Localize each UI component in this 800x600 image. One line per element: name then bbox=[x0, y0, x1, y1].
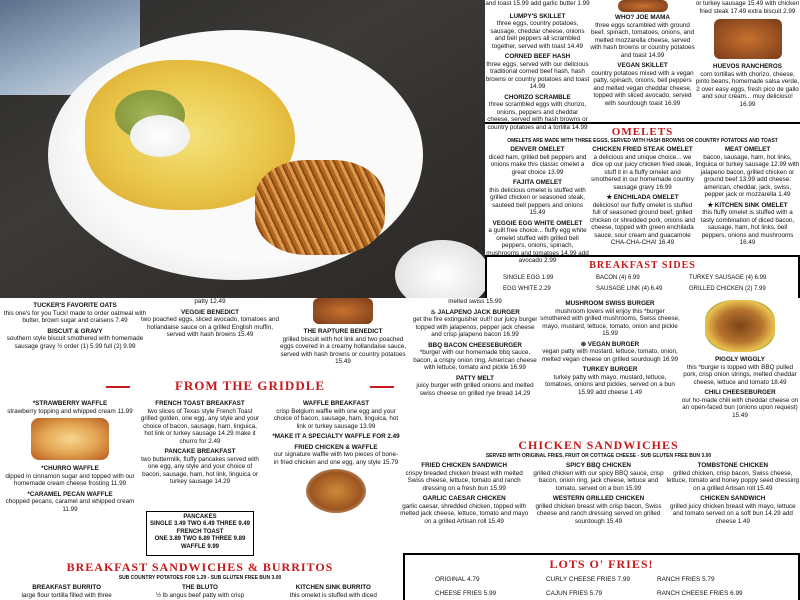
burgers-column-3 bbox=[680, 298, 800, 422]
menu-item: CHICKEN FRIED STEAK OMELET a delicious and unique choice... we dice up our juicy chicken fried steak, stuff it in a fluffy omelet and smothered in our homemade country sausage gravy 16.99 bbox=[591, 146, 694, 191]
fries-item: CAJUN FRIES 5.79 bbox=[546, 590, 603, 597]
burger-image bbox=[705, 300, 775, 352]
menu-item: MUSHROOM SWISS BURGER mushroom lovers will enjoy this *burger smothered with grilled mushrooms, Swiss cheese, mayo, mustard, lettuce, tomato, onion and pickle 15.99 bbox=[540, 300, 680, 337]
oats-column bbox=[0, 302, 150, 353]
food-photo bbox=[0, 0, 485, 300]
benedict-image bbox=[313, 298, 373, 324]
menu-item: WESTERN GRILLED CHICKEN grilled chicken breast with crisp bacon, Swiss cheese and ranch dressing served on grilled sourdough 15.49 bbox=[535, 495, 662, 525]
fries-item: RANCH CHEESE FRIES 6.99 bbox=[657, 590, 743, 597]
section-subtitle: SUB COUNTRY POTATOES FOR 1.29 - SUB GLUTEN FREE BUN 3.00 bbox=[118, 575, 282, 581]
skillets-column-1 bbox=[485, 0, 590, 134]
griddle-title: FROM THE GRIDDLE bbox=[120, 378, 380, 394]
sides-row bbox=[487, 273, 798, 284]
menu-item: PIGGLY WIGGLY this *burger is topped with BBQ pulled pork, crisp onion strings, melted cheddar cheese, lettuce and tomato 18.49 bbox=[683, 356, 797, 386]
menu-item: VEGGIE EGG WHITE OMELET a guilt free choice... fluffy egg white omelet stuffed with grilled bell peppers, onions, spinach, mushrooms and tomatoes 14.99 add avocado 2.99 bbox=[486, 219, 589, 264]
menu-item: VEGGIE BENEDICT two poached eggs, sliced avocado, tomatoes and hollandaise sauce on a grilled English muffin, served with hash browns 15.49 bbox=[141, 308, 279, 338]
menu-item: TURKEY BURGER turkey patty with mayo, mustard, lettuce, tomatoes, onions and pickles, served on a bun 15.99 add cheese 1.49 bbox=[545, 366, 675, 396]
pancakes-title: PANCAKES bbox=[183, 514, 217, 520]
menu-item: FRIED CHICKEN & WAFFLE our signature waffle with two pieces of bone-in fried chicken and one egg, any style 15.79 bbox=[273, 443, 399, 466]
fries-item: CHEESE FRIES 5.99 bbox=[435, 590, 497, 597]
menu-item: TOMBSTONE CHICKEN grilled chicken, crisp bacon, Swiss cheese, lettuce, tomato and honey poppy seed dressing on a grilled Artisan roll 15.49 bbox=[666, 462, 799, 492]
side-item: SINGLE EGG 1.99 bbox=[503, 275, 554, 281]
lunch-griddle-menu bbox=[0, 298, 800, 600]
menu-item: FRIED CHICKEN SANDWICH crispy breaded chicken breast with melted Swiss cheese, lettuce, tomato and ranch dressing on a fresh bun 15.99 bbox=[405, 462, 523, 492]
omelets-column-3 bbox=[695, 146, 800, 250]
menu-item: CHILI CHEESEBURGER our ho-made chili with cheddar cheese on an open-faced bun (onions upon request) 15.49 bbox=[681, 389, 799, 419]
menu-item: CORNED BEEF HASH three eggs, served with our delicious traditional corned beef hash, hash browns or country potatoes and toast 14.99 bbox=[485, 53, 590, 90]
skillets-column-2 bbox=[590, 0, 695, 110]
pancakes-line: SINGLE 3.49 TWO 6.49 THREE 9.49 bbox=[149, 521, 251, 528]
side-item: GRILLED CHICKEN (2) 7.99 bbox=[689, 286, 766, 292]
omelets-column-1 bbox=[485, 146, 590, 268]
menu-item: CHORIZO SCRAMBLE three scrambled eggs with chorizo, onions, peppers and cheddar cheese, served with hash browns or country potatoes and a tortilla 14.99 bbox=[487, 93, 588, 131]
menu-item: *CARAMEL PECAN WAFFLE chopped pecans, caramel and whipped cream 11.99 bbox=[5, 490, 135, 513]
fries-item: CURLY CHEESE FRIES 7.99 bbox=[546, 576, 630, 583]
breakfast-sandwich-row bbox=[0, 584, 400, 600]
cup-image bbox=[395, 240, 485, 300]
menu-item: *MAKE IT A SPECIALTY WAFFLE FOR 2.49 bbox=[272, 433, 400, 440]
section-title: BREAKFAST SANDWICHES & BURRITOS bbox=[66, 560, 334, 574]
breakfast-sandwiches-header bbox=[0, 560, 400, 600]
menu-item: SPICY BBQ CHICKEN grilled chicken with our spicy BBQ sauce, crisp bacon, onion ring, jack cheese, lettuce and tomato, served on a bun 15.99 bbox=[533, 462, 664, 492]
menu-item: VEGAN SKILLET country potatoes mixed with a vegan patty, spinach, onions, bell peppers and melted vegan cheddar cheese, topped with sliced avocado, served with sourdough toast 16.99 bbox=[591, 62, 694, 107]
menu-item: THE BLUTO ½ lb angus beef patty with crisp bbox=[155, 584, 245, 599]
chicken-column-2 bbox=[531, 462, 665, 528]
menu-item: ★ KITCHEN SINK OMELET this fluffy omelet is stuffed with a tasty combination of diced bacon, sausage, ham, hot links, bell peppers, onions and mushrooms 16.49 bbox=[700, 201, 795, 246]
menu-item: ♨ JALAPENO JACK BURGER get the fire extinguisher out!! our juicy burger topped with jalapenos, pepper jack cheese and crisp jalapeno bacon 16.99 bbox=[412, 308, 538, 338]
menu-item: and toast 15.99 add garlic butter 1.99 bbox=[485, 0, 590, 7]
menu-item: BBQ BACON CHEESEBURGER *burger with our homemade bbq sauce, bacon, a crispy onion ring, American cheese with lettuce, tomato and pickle 16.99 bbox=[413, 341, 537, 371]
side-item: EGG WHITE 2.29 bbox=[503, 286, 551, 292]
pancakes-line: ONE 3.89 TWO 6.89 THREE 9.89 bbox=[154, 536, 246, 543]
breakfast-sides-box bbox=[485, 255, 800, 298]
fries-item: RANCH FRIES 5.79 bbox=[657, 576, 715, 583]
menu-item: ⊛ VEGAN BURGER vegan patty with mustard, lettuce, tomato, onion, melted vegan cheese on grilled sourdough 16.99 bbox=[541, 340, 679, 363]
section-title: LOTS O' FRIES! bbox=[549, 557, 654, 571]
menu-item: MEAT OMELET bacon, sausage, ham, hot links, linguica or turkey sausage 12.99 with jalapeno bacon, grilled chicken or ground beef 13.99 add cheese: american, cheddar, jack, swiss, pepper jack or mozzarella 1.49 bbox=[695, 146, 800, 198]
pancakes-line: WAFFLE 9.99 bbox=[180, 543, 219, 550]
sides-row bbox=[487, 284, 798, 295]
menu-item: BREAKFAST BURRITO large flour tortilla filled with three bbox=[21, 584, 112, 599]
menu-item: PATTY MELT juicy burger with grilled onions and melted swiss cheese on grilled rye bread 14.29 bbox=[416, 374, 534, 397]
skillets-omelets-menu bbox=[485, 0, 800, 298]
omelets-column-2 bbox=[590, 146, 695, 250]
skillets-column-3 bbox=[695, 0, 800, 111]
side-item: SAUSAGE LINK (4) 6.49 bbox=[596, 286, 663, 292]
menu-item: or turkey sausage 15.49 with chicken fried steak 17.49 extra biscuit 2.99 bbox=[695, 0, 800, 15]
skillet-image bbox=[618, 0, 668, 12]
menu-item: FAJITA OMELET this delicious omelet is stuffed with grilled chicken or seasoned steak, sauteed bell peppers and onions 15.49 bbox=[489, 179, 586, 216]
benedict-column bbox=[140, 298, 280, 342]
fries-item: ORIGINAL 4.79 bbox=[435, 576, 480, 583]
fries-row bbox=[405, 573, 798, 587]
section-title: CHICKEN SANDWICHES bbox=[518, 438, 679, 452]
menu-item: TUCKER'S FAVORITE OATS this one's for you Tuck! made to order oatmeal with butter, brown sugar and craisens 7.49 bbox=[3, 302, 147, 324]
menu-item: melted swiss 15.99 bbox=[448, 298, 502, 305]
side-item: BACON (4) 6.99 bbox=[596, 275, 640, 281]
fries-box bbox=[403, 553, 800, 600]
side-item: TURKEY SAUSAGE (4) 6.99 bbox=[689, 275, 767, 281]
menu-item: KITCHEN SINK BURRITO this omelet is stuffed with diced bbox=[289, 584, 377, 599]
menu-item: *CHURRO WAFFLE dipped in cinnamon sugar and topped with our homemade cream cheese frosting 11.99 bbox=[5, 465, 135, 487]
waffle-image bbox=[31, 418, 109, 460]
omelets-header bbox=[485, 122, 800, 142]
chicken-items bbox=[397, 462, 800, 528]
section-subtitle: OMELETS ARE MADE WITH THREE EGGS, SERVED WITH HASH BROWNS OR COUNTRY POTATOES AND TOAST bbox=[507, 138, 778, 144]
rapture-column bbox=[278, 298, 408, 369]
menu-item: THE RAPTURE BENEDICT grilled biscuit with hot link and two poached eggs covered in a creamy hollandaise sauce, served with hash browns or country potatoes 15.49 bbox=[279, 328, 406, 365]
menu-item: LUMPY'S SKILLET three eggs, country potatoes, sausage, cheddar cheese, onions and bell peppers all scrambled together, served with toast 14.49 bbox=[490, 12, 585, 50]
burgers-column-1 bbox=[410, 298, 540, 400]
chicken-waffle-image bbox=[306, 469, 366, 513]
french-toast-column bbox=[140, 400, 260, 489]
chicken-column-1 bbox=[397, 462, 531, 528]
menu-item: DENVER OMELET diced ham, grilled bell peppers and onions make this classic omelet a great choice 13.99 bbox=[488, 146, 587, 176]
menu-item: WHO? JOE MAMA three eggs scrambled with ground beef, spinach, tomatoes, onions, and melted mozzarella cheese, served with hash browns or country potatoes and toast 14.99 bbox=[590, 14, 695, 59]
menu-item: ★ ENCHILADA OMELET delicioso! our fluffy omelet is stuffed full of seasoned ground beef, grilled chicken or shredded pork, onions and cheese, topped with green enchilada sauce, sour cream and guacamole CHA-CHA-CHA! 16.49 bbox=[590, 194, 696, 246]
chicken-column-3 bbox=[666, 462, 800, 528]
menu-item: *STRAWBERRY WAFFLE strawberry topping and whipped cream 11.99 bbox=[7, 400, 133, 415]
section-title: BREAKFAST SIDES bbox=[589, 260, 696, 271]
menu-item: FRENCH TOAST BREAKFAST two slices of Texas style French Toast grilled golden, one egg, any style and your choice of bacon, sausage, ham, linguica, hot link or turkey sausage 14.29 make it churro for 2.49 bbox=[140, 400, 260, 445]
sour-cream-image bbox=[130, 115, 190, 157]
hash-browns-image bbox=[255, 160, 385, 255]
burgers-column-2 bbox=[540, 300, 680, 399]
menu-item: WAFFLE BREAKFAST crisp Belgium waffle with one egg and your choice of bacon, sausage, ham, linguica, hot link or turkey sausage 13.99 bbox=[273, 400, 399, 430]
menu-item: GARLIC CAESAR CHICKEN garlic caesar, shredded chicken, topped with melted jack cheese, lettuce, tomato and mayo on a grilled Artisan roll 15.49 bbox=[400, 495, 529, 525]
menu-item: HUEVOS RANCHEROS corn tortillas with chorizo, cheese, pinto beans, homemade salsa verde, 2 over easy eggs, fresh pico de gallo and sour cream... muy delicioso! 16.99 bbox=[695, 63, 800, 108]
menu-item: PANCAKE BREAKFAST two buttermilk, fluffy pancakes served with one egg, any style and your choice of bacon, sausage, ham, hot link, linguica or turkey sausage 14.29 bbox=[141, 448, 259, 485]
waffle-breakfast-column bbox=[272, 400, 400, 515]
section-title: OMELETS bbox=[611, 126, 674, 138]
pancakes-line: FRENCH TOAST bbox=[176, 528, 224, 535]
huevos-image bbox=[714, 19, 782, 59]
fries-row bbox=[405, 587, 798, 600]
section-subtitle: SERVED WITH ORIGINAL FRIES, FRUIT OR COTTAGE CHEESE - SUB GLUTEN FREE BUN 3.00 bbox=[485, 453, 712, 459]
menu-item: patty 12.49 bbox=[194, 298, 226, 305]
pancakes-price-box bbox=[146, 511, 254, 556]
menu-item: BISCUIT & GRAVY southern style biscuit smothered with homemade sausage gravy ½ order (1) 5.99 full (2) 9.99 bbox=[6, 327, 144, 350]
chicken-sandwiches-section bbox=[397, 438, 800, 528]
waffles-column bbox=[0, 400, 140, 516]
menu-item: CHICKEN SANDWICH grilled juicy chicken breast with mayo, lettuce and tomato served on a soft bun 14.29 add cheese 1.49 bbox=[669, 495, 796, 525]
